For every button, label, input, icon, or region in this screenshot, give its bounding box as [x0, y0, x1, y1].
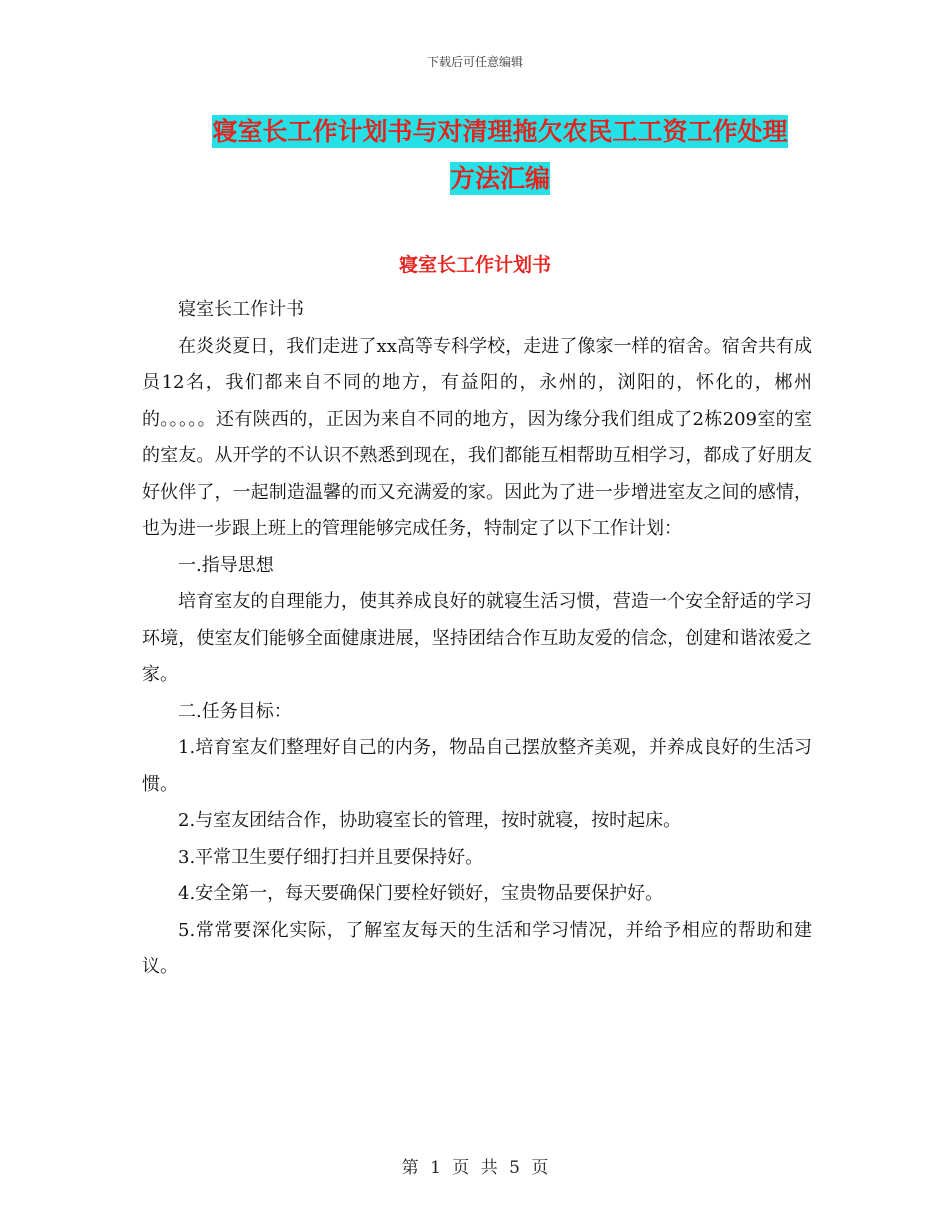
paragraph: 一.指导思想: [178, 554, 274, 576]
paragraph: 寝室长工作计书: [178, 299, 304, 320]
paragraph: 3.平常卫生要仔细打扫并且要保持好。: [178, 846, 484, 868]
page-footer: 第 1 页 共 5 页: [401, 1158, 549, 1178]
paragraph: 二.任务目标：: [178, 700, 292, 722]
paragraph: 在炎炎夏日，我们走进了xx高等专科学校，走进了像家一样的宿舍。宿舍共有成员12名，我们都来自不同的地方，有益阳的，永州的，浏阳的，怀化的，郴州的。。。。。还有陕西的，正因为来自不同的地方，因为缘分我们组成了2栋209室的室的室友。从开学的不认识不熟悉到现在，我们都能互相帮助互相学习，都成了好朋友好伙伴了，一起制造温馨的而又充满爱的家。因此为了进一步增进室友之间的感情，也为进一步跟上班上的管理能够完成任务，特制定了以下工作计划：: [142, 335, 812, 539]
header-note: 下载后可任意编辑: [426, 55, 523, 69]
paragraph: 培育室友的自理能力，使其养成良好的就寝生活习惯，营造一个安全舒适的学习环境，使室友们能够全面健康进展，坚持团结合作互助友爱的信念，创建和谐浓爱之家。: [142, 591, 812, 685]
paragraph: 5.常常要深化实际，了解室友每天的生活和学习情况，并给予相应的帮助和建议。: [142, 919, 812, 977]
document-title-line-2: 方法汇编: [449, 164, 550, 193]
section-title: 寝室长工作计划书: [398, 254, 551, 276]
document-title-line-1: 寝室长工作计划书与对清理拖欠农民工工资工作处理: [212, 117, 788, 146]
paragraph: 1.培育室友们整理好自己的内务，物品自己摆放整齐美观，并养成良好的生活习惯。: [142, 737, 812, 795]
document-title: [150, 108, 850, 202]
paragraph: 2.与室友团结合作，协助寝室长的管理，按时就寝，按时起床。: [178, 810, 682, 831]
document-body: [142, 292, 812, 986]
paragraph: 4.安全第一，每天要确保门要栓好锁好，宝贵物品要保护好。: [178, 883, 664, 904]
